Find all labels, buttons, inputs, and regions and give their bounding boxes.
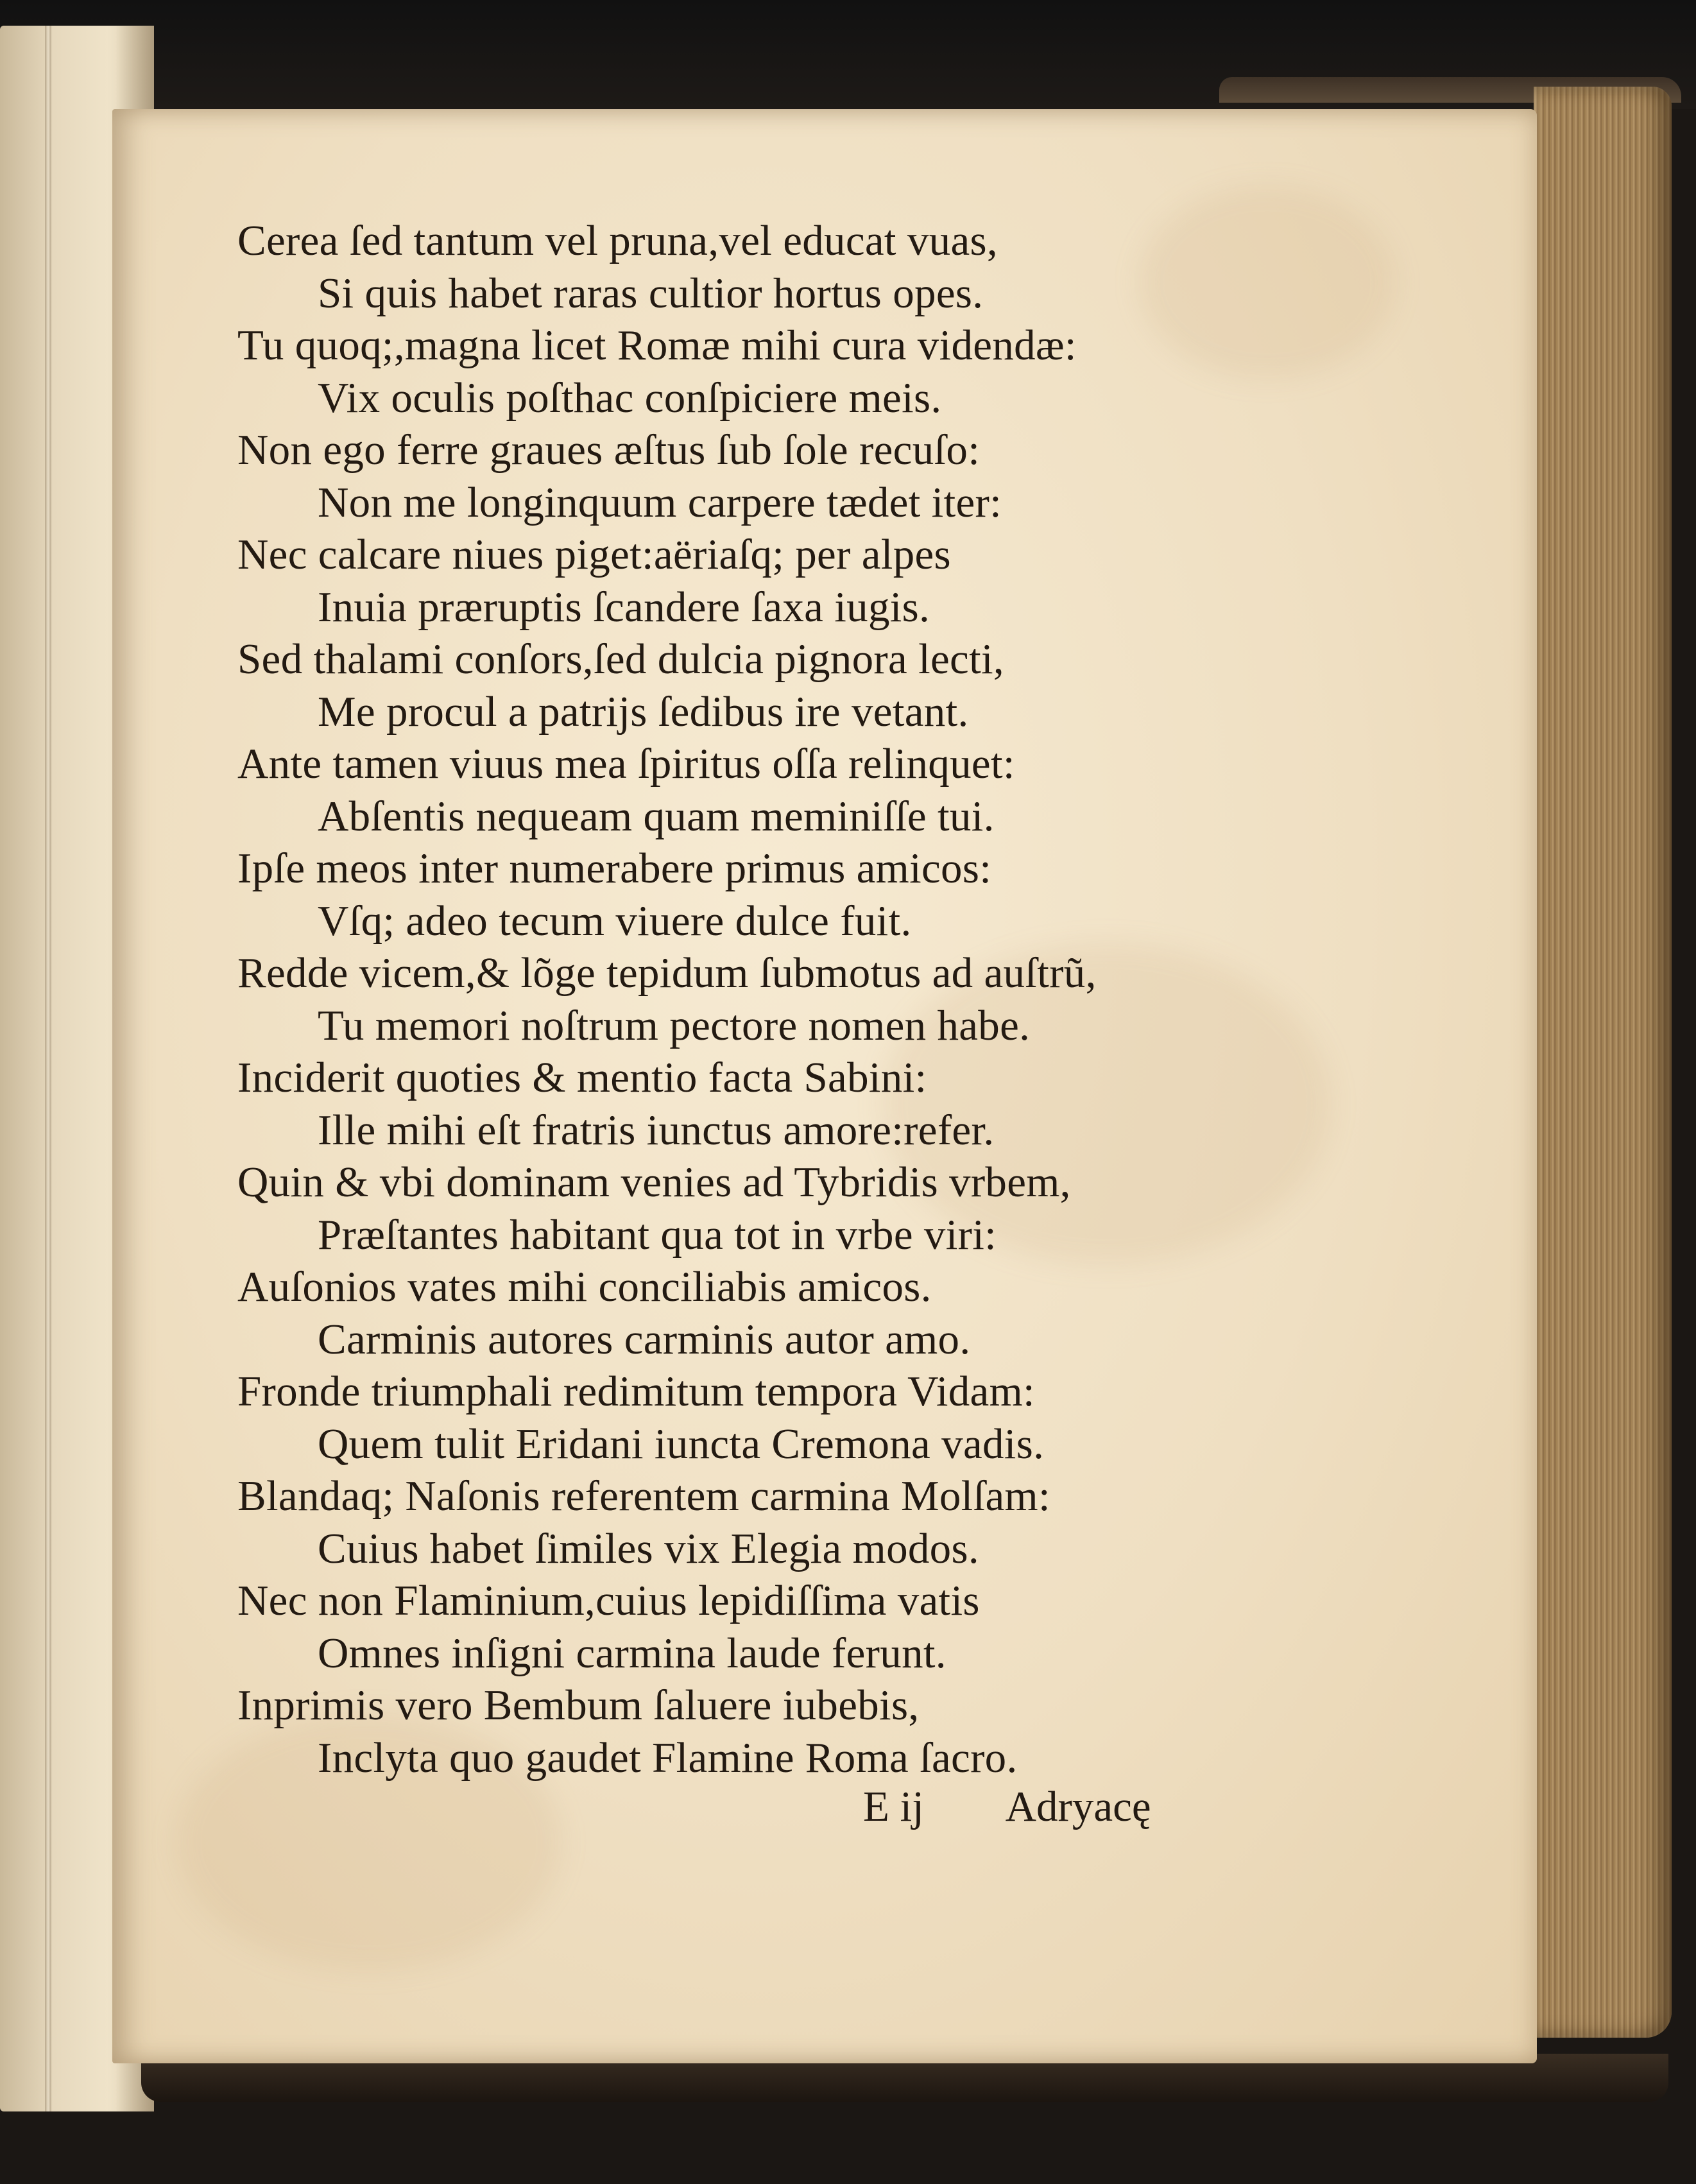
verse-line: Fronde triumphali redimitum tempora Vidam: xyxy=(237,1368,1035,1415)
signature-mark: E ij xyxy=(863,1783,924,1830)
page-footer xyxy=(863,1782,1151,1832)
verse-line: Inprimis vero Bembum ſaluere iubebis, xyxy=(237,1681,920,1729)
verse-line: Si quis habet raras cultior hortus opes. xyxy=(318,269,984,317)
verse-line: Tu memori noſtrum pectore nomen habe. xyxy=(318,1001,1031,1049)
verse-line: Quin & vbi dominam venies ad Tybridis vrbem, xyxy=(237,1158,1071,1206)
verse-line: Non ego ferre graues æſtus ſub ſole recuſo: xyxy=(237,426,981,474)
verse-line: Quem tulit Eridani iuncta Cremona vadis. xyxy=(318,1420,1045,1468)
verse-line: Nec calcare niues piget:aëriaſq; per alpes xyxy=(237,531,951,578)
verse-line: Inclyta quo gaudet Flamine Roma ſacro. xyxy=(318,1733,1018,1782)
verse-line: Cuius habet ſimiles vix Elegia modos. xyxy=(318,1524,979,1572)
verse-line: Ante tamen viuus mea ſpiritus oſſa relinquet: xyxy=(237,740,1015,787)
verse-text-block xyxy=(237,215,1238,1784)
verse-line: Redde vicem,& lõge tepidum ſubmotus ad auſtrũ, xyxy=(237,949,1097,997)
verse-line: Sed thalami conſors,ſed dulcia pignora lecti, xyxy=(237,635,1004,683)
verse-line: Carminis autores carminis autor amo. xyxy=(318,1315,971,1363)
book-fore-edge xyxy=(1534,87,1672,2038)
verse-line: Inuia præruptis ſcandere ſaxa iugis. xyxy=(318,583,930,631)
verse-line: Ipſe meos inter numerabere primus amicos: xyxy=(237,845,992,892)
verse-line: Abſentis nequeam quam meminiſſe tui. xyxy=(318,792,995,840)
verse-line: Tu quoq;,magna licet Romæ mihi cura videndæ: xyxy=(237,322,1077,369)
verse-line: Præſtantes habitant qua tot in vrbe viri: xyxy=(318,1210,997,1259)
verse-line: Me procul a patrijs ſedibus ire vetant. xyxy=(318,687,969,735)
verse-line: Nec non Flaminium,cuius lepidiſſima vatis xyxy=(237,1577,980,1624)
verse-line: Ille mihi eſt fratris iunctus amore:refer. xyxy=(318,1106,995,1154)
verse-line: Vſq; adeo tecum viuere dulce fuit. xyxy=(318,897,912,945)
verse-line: Omnes inſigni carmina laude ferunt. xyxy=(318,1629,947,1677)
verse-line: Inciderit quoties & mentio facta Sabini: xyxy=(237,1054,927,1101)
verse-line: Vix oculis poſthac conſpiciere meis. xyxy=(318,374,942,422)
verse-line: Non me longinquum carpere tædet iter: xyxy=(318,478,1002,526)
verse-line: Blandaq; Naſonis referentem carmina Molſam: xyxy=(237,1472,1050,1520)
verse-line: Auſonios vates mihi conciliabis amicos. xyxy=(237,1263,932,1311)
verse-line: Cerea ſed tantum vel pruna,vel educat vuas, xyxy=(237,217,998,264)
binding-fold xyxy=(45,26,51,2111)
catchword: Adryacę xyxy=(1005,1783,1151,1830)
